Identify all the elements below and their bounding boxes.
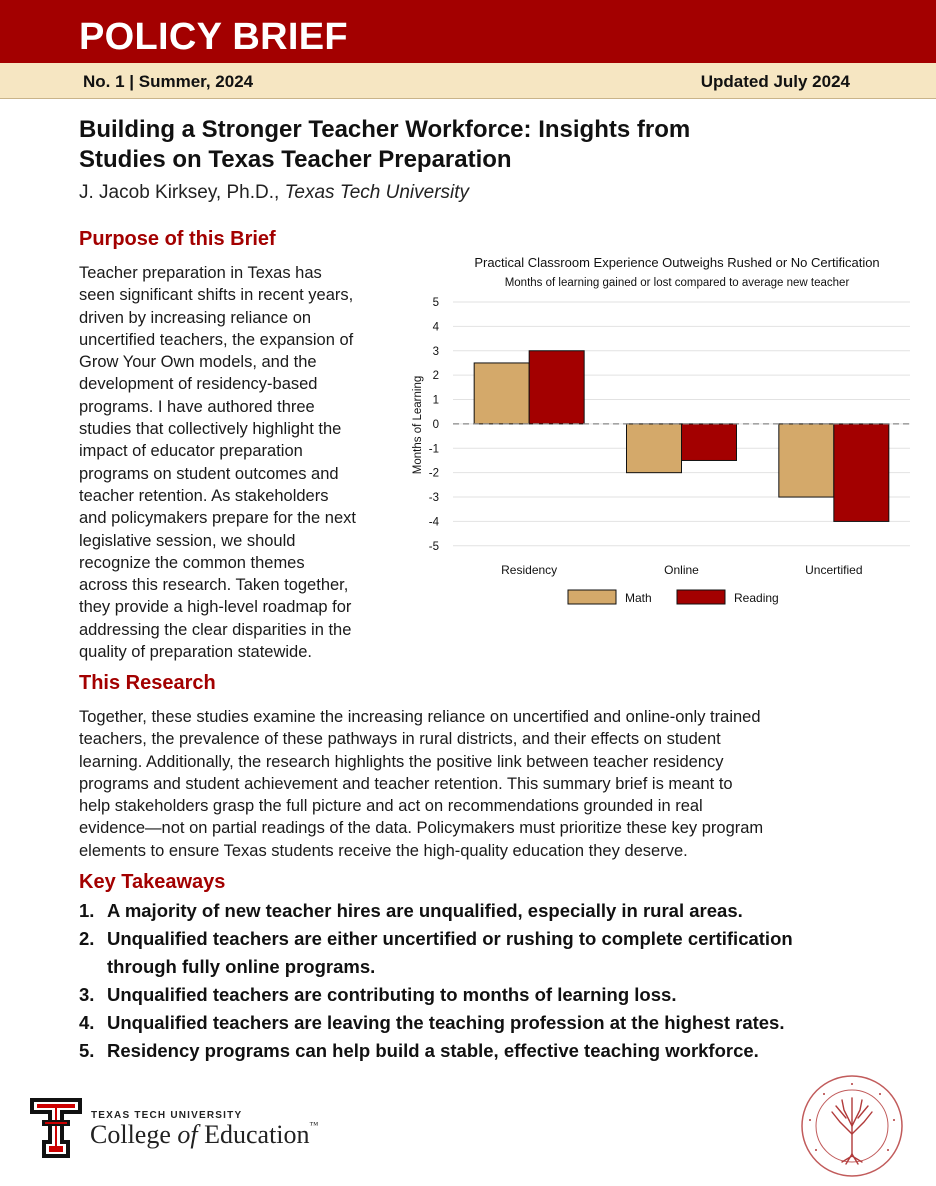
y-tick-label: 2 xyxy=(432,370,439,383)
paragraph-line: and policymakers prepare for the next xyxy=(79,509,356,528)
author-affiliation: Texas Tech University xyxy=(284,182,470,203)
double-t-logo-icon xyxy=(28,1096,84,1160)
paragraph-line: development of residency-based xyxy=(79,375,318,394)
y-tick-label: -2 xyxy=(428,467,439,480)
takeaway-item xyxy=(79,981,879,1009)
paragraph-line: impact of educator preparation xyxy=(79,442,303,461)
takeaway-text: Unqualified teachers are either uncertified or rushing to complete certification xyxy=(107,928,793,949)
takeaway-text: Residency programs can help build a stable, effective teaching workforce. xyxy=(107,1040,759,1061)
paragraph-line: programs and student achievement and teacher retention. This summary brief is meant to xyxy=(79,774,733,793)
y-tick-label: 3 xyxy=(432,345,439,358)
takeaway-number: 3. xyxy=(79,984,95,1005)
learning-bar-chart xyxy=(405,248,917,618)
paragraph-line: learning. Additionally, the research highlights the positive link between teacher residency xyxy=(79,752,724,771)
paragraph-line: Together, these studies examine the increasing reliance on uncertified and online-only trained xyxy=(79,708,761,726)
college-name-part: College xyxy=(90,1120,178,1149)
x-category-label: Uncertified xyxy=(805,563,863,577)
y-tick-label: 5 xyxy=(432,297,439,309)
takeaway-item xyxy=(79,925,879,981)
purpose-paragraph xyxy=(79,262,399,663)
chart-title: Practical Classroom Experience Outweighs Rushed or No Certification xyxy=(474,255,880,270)
paragraph-line: recognize the common themes xyxy=(79,553,305,572)
chart-y-axis-label: Months of Learning xyxy=(412,375,424,475)
paragraph-line: addressing the clear disparities in the xyxy=(79,620,352,639)
takeaways-heading: Key Takeaways xyxy=(79,871,226,893)
takeaways-list xyxy=(79,897,879,1065)
updated-label: Updated July 2024 xyxy=(700,72,850,91)
center-seal-icon xyxy=(800,1074,904,1178)
college-name-part: Education xyxy=(197,1120,310,1149)
x-category-label: Residency xyxy=(501,563,558,577)
paragraph-line: programs. I have authored three xyxy=(79,397,315,416)
x-category-label: Online xyxy=(664,563,699,577)
paragraph-line: quality of preparation statewide. xyxy=(79,643,312,662)
research-paragraph xyxy=(79,706,869,862)
research-heading: This Research xyxy=(79,672,216,694)
bar-reading-residency xyxy=(529,351,584,424)
bar-reading-online xyxy=(682,424,737,461)
bar-math-uncertified xyxy=(779,424,834,497)
paragraph-line: driven by increasing reliance on xyxy=(79,308,312,327)
takeaway-number: 1. xyxy=(79,900,95,921)
takeaway-number: 4. xyxy=(79,1012,95,1033)
paragraph-line: uncertified teachers, the expansion of xyxy=(79,330,354,349)
bar-math-residency xyxy=(474,363,529,424)
takeaway-text: through fully online programs. xyxy=(107,956,376,977)
chart-y-ticks xyxy=(429,297,440,553)
paragraph-line: studies that collectively highlight the xyxy=(79,420,342,439)
paragraph-line: teacher retention. As stakeholders xyxy=(79,486,329,505)
author-line xyxy=(79,182,469,204)
y-tick-label: 4 xyxy=(432,321,439,334)
chart-x-labels xyxy=(501,563,862,577)
y-tick-label: -3 xyxy=(428,492,439,505)
bar-reading-uncertified xyxy=(834,424,889,522)
y-tick-label: -1 xyxy=(428,443,439,456)
legend-label-reading: Reading xyxy=(734,591,779,605)
author-name: J. Jacob Kirksey, Ph.D., xyxy=(79,182,285,203)
document-title-line: Studies on Texas Teacher Preparation xyxy=(79,146,512,173)
takeaway-text: Unqualified teachers are leaving the teaching profession at the highest rates. xyxy=(107,1012,785,1033)
header-banner xyxy=(0,0,936,63)
paragraph-line: Grow Your Own models, and the xyxy=(79,353,317,372)
takeaway-text: Unqualified teachers are contributing to months of learning loss. xyxy=(107,984,677,1005)
page-title: POLICY BRIEF xyxy=(79,16,348,58)
takeaway-number: 2. xyxy=(79,928,95,949)
paragraph-line: seen significant shifts in recent years, xyxy=(79,286,354,305)
paragraph-line: help stakeholders grasp the full picture and act on recommendations grounded in real xyxy=(79,797,703,816)
paragraph-line: elements to ensure Texas students receive the high-quality education they deserve. xyxy=(79,841,688,860)
y-tick-label: 0 xyxy=(432,418,439,431)
paragraph-line: programs on student outcomes and xyxy=(79,464,339,483)
chart-bars xyxy=(474,351,889,522)
college-name xyxy=(90,1120,318,1150)
legend-label-math: Math xyxy=(625,591,652,605)
y-tick-label: -5 xyxy=(428,540,439,553)
chart-legend xyxy=(568,590,779,605)
takeaway-item xyxy=(79,897,879,925)
college-name-of: of xyxy=(177,1120,198,1149)
document-title xyxy=(79,115,839,175)
paragraph-line: across this research. Taken together, xyxy=(79,576,349,595)
takeaway-item xyxy=(79,1009,879,1037)
paragraph-line: Teacher preparation in Texas has xyxy=(79,264,322,282)
issue-bar xyxy=(0,63,936,99)
paragraph-line: they provide a high-level roadmap for xyxy=(79,598,352,617)
y-tick-label: 1 xyxy=(432,394,439,407)
issue-label: No. 1 | Summer, 2024 xyxy=(83,72,254,91)
document-title-line: Building a Stronger Teacher Workforce: Insights from xyxy=(79,116,691,143)
legend-swatch-reading xyxy=(677,590,725,604)
university-name: TEXAS TECH UNIVERSITY xyxy=(91,1110,243,1121)
purpose-heading: Purpose of this Brief xyxy=(79,228,276,250)
paragraph-line: evidence—not on partial readings of the data. Policymakers must prioritize these key program xyxy=(79,819,764,838)
y-tick-label: -4 xyxy=(428,516,439,529)
legend-swatch-math xyxy=(568,590,616,604)
trademark-mark: ™ xyxy=(309,1120,319,1130)
chart-subtitle: Months of learning gained or lost compared to average new teacher xyxy=(504,277,850,289)
bar-math-online xyxy=(627,424,682,473)
takeaway-number: 5. xyxy=(79,1040,95,1061)
takeaway-text: A majority of new teacher hires are unqualified, especially in rural areas. xyxy=(107,900,743,921)
takeaway-item xyxy=(79,1037,879,1065)
paragraph-line: legislative session, we should xyxy=(79,531,296,550)
paragraph-line: teachers, the prevalence of these pathways in rural districts, and their effects on student xyxy=(79,730,721,749)
